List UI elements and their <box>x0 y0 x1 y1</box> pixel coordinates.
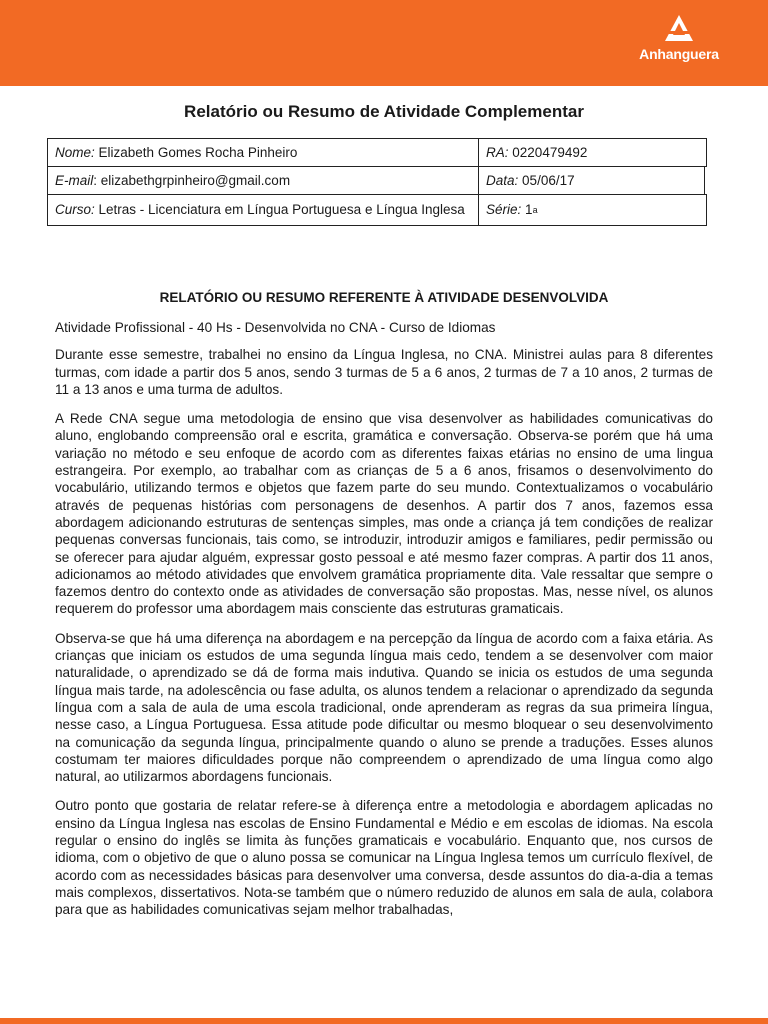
name-label: Nome: <box>55 144 95 160</box>
activity-line: Atividade Profissional - 40 Hs - Desenvolvida no CNA - Curso de Idiomas <box>55 320 496 335</box>
info-row-course <box>47 194 707 226</box>
name-cell <box>48 139 478 166</box>
date-label: Data: <box>486 172 519 188</box>
series-cell <box>478 195 706 225</box>
ra-value: 0220479492 <box>512 144 588 160</box>
email-value: : elizabethgrpinheiro@gmail.com <box>93 172 291 188</box>
document-title: Relatório ou Resumo de Atividade Complementar <box>184 102 584 121</box>
course-value: Letras - Licenciatura em Língua Portuguesa e Língua Inglesa <box>98 202 465 217</box>
name-value: Elizabeth Gomes Rocha Pinheiro <box>98 144 298 160</box>
header-band <box>0 0 768 86</box>
footer-band <box>0 1018 768 1024</box>
email-label: E-mail <box>55 172 94 188</box>
series-superscript: a <box>532 205 538 215</box>
email-cell <box>48 167 478 194</box>
course-cell <box>48 195 478 225</box>
section-heading: RELATÓRIO OU RESUMO REFERENTE À ATIVIDADE DESENVOLVIDA <box>159 290 609 305</box>
date-cell <box>478 167 704 194</box>
date-value: 05/06/17 <box>522 172 575 188</box>
paragraph: Outro ponto que gostaria de relatar refere-se à diferença entre a metodologia e abordagem aplicadas no ensino da Língua Inglesa nas escolas de Ensino Fundamental e Médio e em escolas de idiomas. Na escola regular o ensino do inglês se limita às funções gramaticais e vocabulário. Enquanto que, nos cursos de idioma, com o objetivo de que o aluno possa se comunicar na Língua Inglesa temos um currículo flexível, de acordo com as necessidades básicas para desenvolver uma conversa, desde assuntos do dia-a-dia a temas mais complexos, dissertativos. Nota-se também que o número reduzido de alunos em sala de aula, colabora para que as habilidades comunicativas sejam melhor trabalhadas, <box>55 798 713 918</box>
paragraph: Observa-se que há uma diferença na abordagem e na percepção da língua de acordo com a faixa etária. As crianças que iniciam os estudos de uma segunda língua mais cedo, tendem a se desenvolver com maior naturalidade, o aprendizado se dá de forma mais indutiva. Quando se inicia os estudos de uma segunda língua mais tarde, na adolescência ou fase adulta, os alunos tendem a relacionar o aprendizado da segunda língua com a sala de aula de uma escola tradicional, onde aprenderam as regras da sua primeira língua, nesse caso, a Língua Portuguesa. Essa atitude pode dificultar ou mesmo bloquear o seu desenvolvimento na comunicação da segunda língua, principalmente quando o aluno se prende a traduções. Esses alunos costumam ter maiores dificuldades porque não compreendem o aprendizado de uma língua como algo natural, ao utilizarmos abordagens funcionais. <box>55 630 713 785</box>
series-value: 1 <box>525 202 533 217</box>
series-label: Série: <box>486 202 522 217</box>
info-row-name <box>47 138 707 167</box>
paragraph: A Rede CNA segue uma metodologia de ensino que visa desenvolver as habilidades comunicativas do aluno, englobando compreensão oral e escrita, gramática e conversação. Observa-se porém que há uma variação no método e seu enfoque de acordo com as diferentes faixas etárias no ensino de uma lingua estrangeira. Por exemplo, ao trabalhar com as crianças de 5 a 6 anos, frisamos o desenvolvimento do vocabulário, utilizando termos e objetos que fazem parte do seu mundo. Contextualizamos o vocabulário através de pequenas histórias com personagens de desenhos. A partir dos 7 anos, fazemos essa abordagem adicionando estruturas de sentenças simples, mas onde a criança já tem condições de realizar pequenas conversas funcionais, tais como, se introduzir, introduzir amigos e familiares, pedir permissão ou se oferecer para ajudar alguém, expressar gosto pessoal e até mesmo fazer compras. A partir dos 11 anos, adicionamos ao método atividades que envolvem gramática propriamente dita. Vale ressaltar que sempre o fazemos dentro do contexto onde as atividades de conversação são propostas. Mas, nesse nível, os alunos requerem do professor uma abordagem mais consciente das estruturas gramaticais. <box>55 411 713 617</box>
course-label: Curso: <box>55 202 95 217</box>
info-row-email <box>47 166 705 195</box>
brand-logo <box>634 14 724 62</box>
report-body <box>55 319 713 931</box>
brand-name: Anhanguera <box>639 46 719 62</box>
ra-label: RA: <box>486 144 509 160</box>
triangle-logo-icon <box>664 14 694 42</box>
ra-cell <box>478 139 706 166</box>
paragraph: Durante esse semestre, trabalhei no ensino da Língua Inglesa, no CNA. Ministrei aulas para 8 diferentes turmas, com idade a partir dos 5 anos, sendo 3 turmas de 5 a 6 anos, 2 turmas de 7 a 10 anos, 2 turmas de 11 a 13 anos e uma turma de adultos. <box>55 347 713 397</box>
